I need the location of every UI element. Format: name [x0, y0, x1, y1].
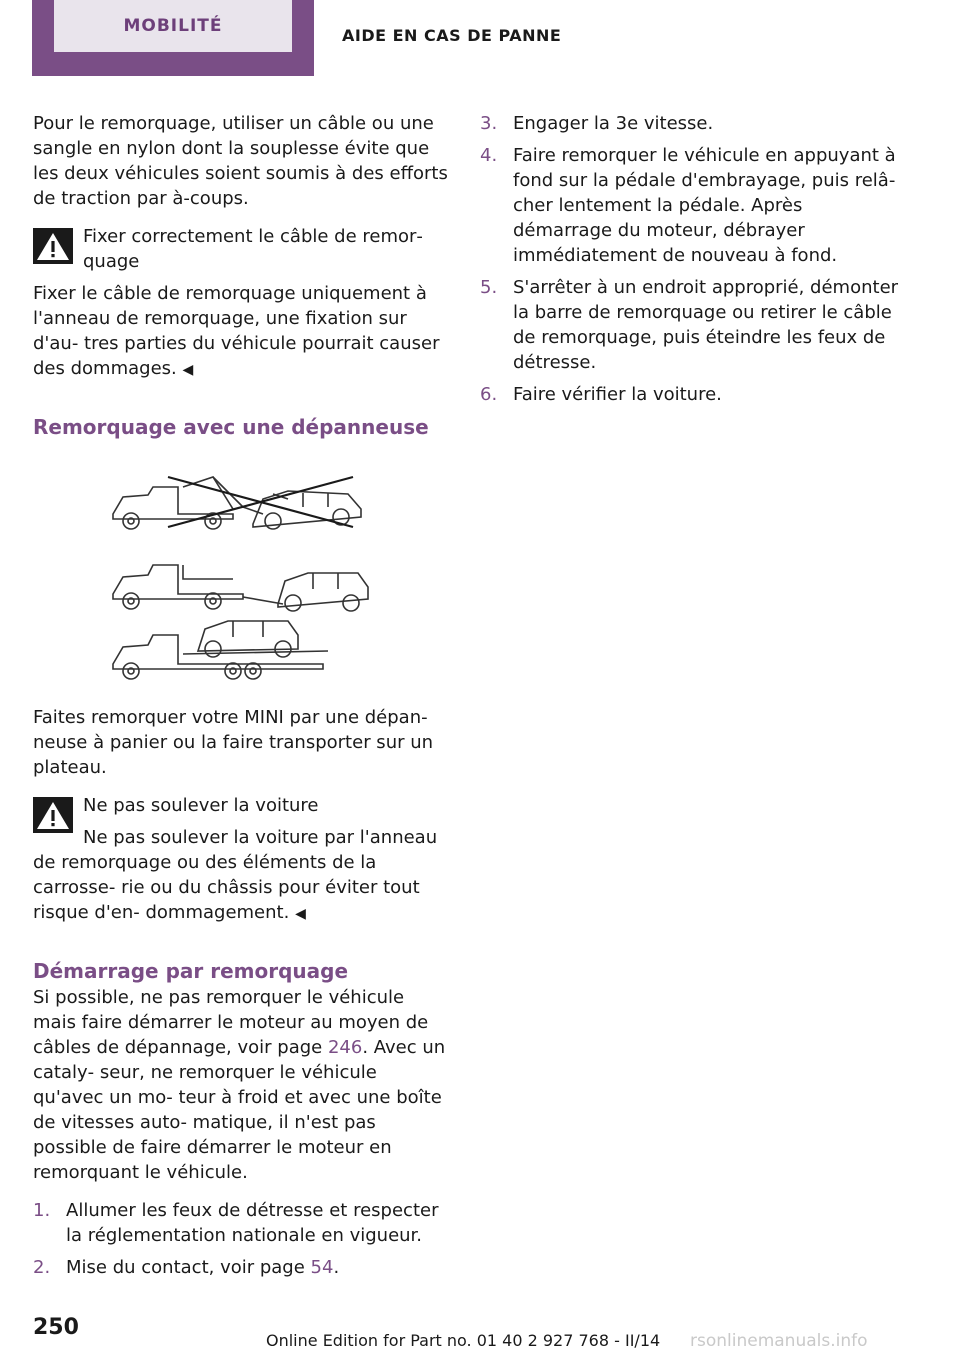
warning-icon	[33, 228, 73, 264]
page-link-54[interactable]: 54	[310, 1257, 334, 1278]
intro-paragraph: Pour le remorquage, utiliser un câble ou une sangle en nylon dont la souplesse évite que les deux véhicules soient soumis à des efforts de traction par à-coups.	[33, 113, 448, 209]
right-column	[480, 111, 900, 414]
warning-no-lift	[33, 793, 448, 927]
chapter-tab[interactable]	[32, 0, 314, 76]
steps-list-right	[480, 111, 900, 407]
chapter-tab-inner	[54, 0, 292, 52]
left-column	[33, 111, 448, 1287]
end-mark-icon: ◀	[182, 362, 194, 378]
steps-list-left	[33, 1198, 448, 1280]
page-number: 250	[33, 1315, 79, 1340]
list-item: 4. Faire remorquer le véhicule en appuyant à fond sur la pédale d'embrayage, puis relâ‐ cher lentement la pédale. Après démarrage du moteur, débrayer immédiatement de nouveau à fond.	[480, 145, 896, 266]
heading-tow-truck: Remorquage avec une dépanneuse	[33, 415, 429, 439]
tow-truck-illustration	[103, 469, 383, 684]
warning-icon	[33, 797, 73, 833]
list-item: 6. Faire vérifier la voiture.	[480, 384, 722, 405]
tow-truck-paragraph: Faites remorquer votre MINI par une dépan‐ neuse à panier ou la faire transporter sur un plateau.	[33, 707, 434, 778]
list-item: 5. S'arrêter à un endroit approprié, démonter la barre de remorquage ou retirer le câble de remorquage, puis éteindre les feux de détresse.	[480, 277, 899, 373]
warning-title: Ne pas soulever la voiture	[83, 795, 319, 816]
warning-body: Fixer le câble de remorquage uniquement à l'anneau de remorquage, une fixation sur d'au‐ tres parties du véhicule pourrait causer des dommages. ◀	[33, 283, 440, 379]
heading-tow-start: Démarrage par remorquage	[33, 959, 349, 983]
warning-tow-cable	[33, 224, 448, 274]
list-item: 3. Engager la 3e vitesse.	[480, 113, 714, 134]
chapter-tab-label: MOBILITÉ	[123, 16, 223, 36]
page-link-246[interactable]: 246	[327, 1037, 363, 1058]
warning-body: Ne pas soulever la voiture par l'anneau de remorquage ou des éléments de la carrosse‐ rie ou du châssis pour éviter tout risque d'en‐ dommagement. ◀	[33, 827, 438, 923]
warning-title: Fixer correctement le câble de remor‐ quage	[83, 226, 423, 272]
list-item: 2. Mise du contact, voir page 54.	[33, 1257, 340, 1278]
watermark: rsonlinemanuals.info	[690, 1331, 868, 1351]
end-mark-icon: ◀	[295, 906, 306, 922]
list-item: 1. Allumer les feux de détresse et respecter la réglementation nationale en vigueur.	[33, 1200, 439, 1246]
tow-start-paragraph: Si possible, ne pas remorquer le véhicule mais faire démarrer le moteur au moyen de câbles de dépannage, voir page 246. Avec un cataly‐ seur, ne remorquer le véhicule qu'avec un mo‐ teur à froid et avec une boîte de vitesses auto‐ matique, il n'est pas possible de faire démarrer le moteur en remorquant le véhicule.	[33, 987, 446, 1183]
edition-footer: Online Edition for Part no. 01 40 2 927 768 - II/14	[266, 1331, 661, 1350]
section-label: AIDE EN CAS DE PANNE	[342, 26, 562, 45]
